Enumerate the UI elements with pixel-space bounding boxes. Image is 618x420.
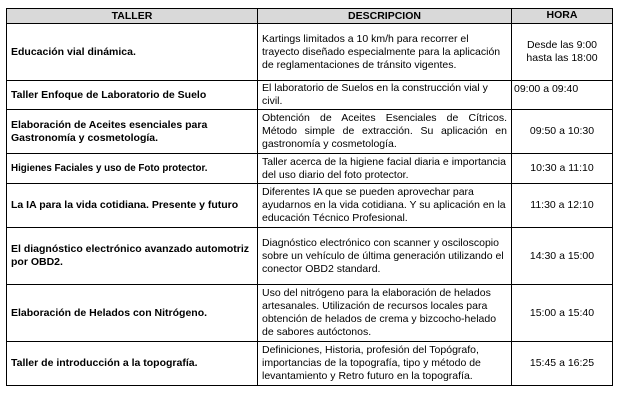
- workshop-schedule-table: [6, 8, 613, 386]
- table-row: [7, 81, 613, 110]
- table-row: [7, 184, 613, 228]
- taller-cell: El diagnóstico electrónico avanzado automotriz por OBD2.: [7, 228, 258, 285]
- hora-cell: 10:30 a 11:10: [512, 154, 613, 184]
- taller-cell: Higienes Faciales y uso de Foto protector.: [7, 154, 258, 184]
- hora-start: Desde las 9:00: [526, 39, 598, 51]
- hora-cell: 11:30 a 12:10: [512, 184, 613, 228]
- table-row: [7, 24, 613, 81]
- taller-cell: Taller Enfoque de Laboratorio de Suelo: [7, 81, 258, 110]
- table-row: [7, 228, 613, 285]
- taller-cell: Taller de introducción a la topografía.: [7, 342, 258, 386]
- taller-cell: Elaboración de Helados con Nitrógeno.: [7, 285, 258, 342]
- header-taller: TALLER: [7, 9, 258, 24]
- descripcion-cell: Uso del nitrógeno para la elaboración de helados artesanales. Utilización de recursos locales para obtención de helados de crema y bizcocho-helado de sabores autóctonos.: [258, 285, 512, 342]
- descripcion-cell: Taller acerca de la higiene facial diaria e importancia del uso diario del foto protector.: [258, 154, 512, 184]
- schedule-container: [6, 8, 612, 386]
- hora-cell: 09:00 a 09:40: [512, 81, 613, 110]
- hora-cell: 09:50 a 10:30: [512, 110, 613, 154]
- descripcion-cell: Diagnóstico electrónico con scanner y osciloscopio sobre un vehículo de última generación utilizando el conector OBD2 standard.: [258, 228, 512, 285]
- taller-cell: La IA para la vida cotidiana. Presente y futuro: [7, 184, 258, 228]
- hora-cell: [512, 24, 613, 81]
- descripcion-cell: Obtención de Aceites Esenciales de Cítricos. Método simple de extracción. Su aplicación en gastronomía y cosmetología.: [258, 110, 512, 154]
- table-row: [7, 342, 613, 386]
- descripcion-cell: Diferentes IA que se pueden aprovechar para ayudarnos en la vida cotidiana. Y su aplicación en la educación Técnico Profesional.: [258, 184, 512, 228]
- hora-end: hasta las 18:00: [526, 52, 598, 64]
- header-hora: HORA: [512, 9, 613, 24]
- header-descripcion: DESCRIPCION: [258, 9, 512, 24]
- descripcion-cell: El laboratorio de Suelos en la construcción vial y civil.: [258, 81, 512, 110]
- table-row: [7, 154, 613, 184]
- table-row: [7, 285, 613, 342]
- descripcion-cell: Kartings limitados a 10 km/h para recorrer el trayecto diseñado especialmente para la aplicación de reglamentaciones de tránsito vigentes.: [258, 24, 512, 81]
- hora-cell: 15:00 a 15:40: [512, 285, 613, 342]
- taller-cell: Elaboración de Aceites esenciales para Gastronomía y cosmetología.: [7, 110, 258, 154]
- hora-cell: 14:30 a 15:00: [512, 228, 613, 285]
- header-row: [7, 9, 613, 24]
- table-row: [7, 110, 613, 154]
- hora-cell: 15:45 a 16:25: [512, 342, 613, 386]
- taller-cell: Educación vial dinámica.: [7, 24, 258, 81]
- descripcion-cell: Definiciones, Historia, profesión del Topógrafo, importancias de la topografía, tipo y método de levantamiento y Retro futuro en la topografía.: [258, 342, 512, 386]
